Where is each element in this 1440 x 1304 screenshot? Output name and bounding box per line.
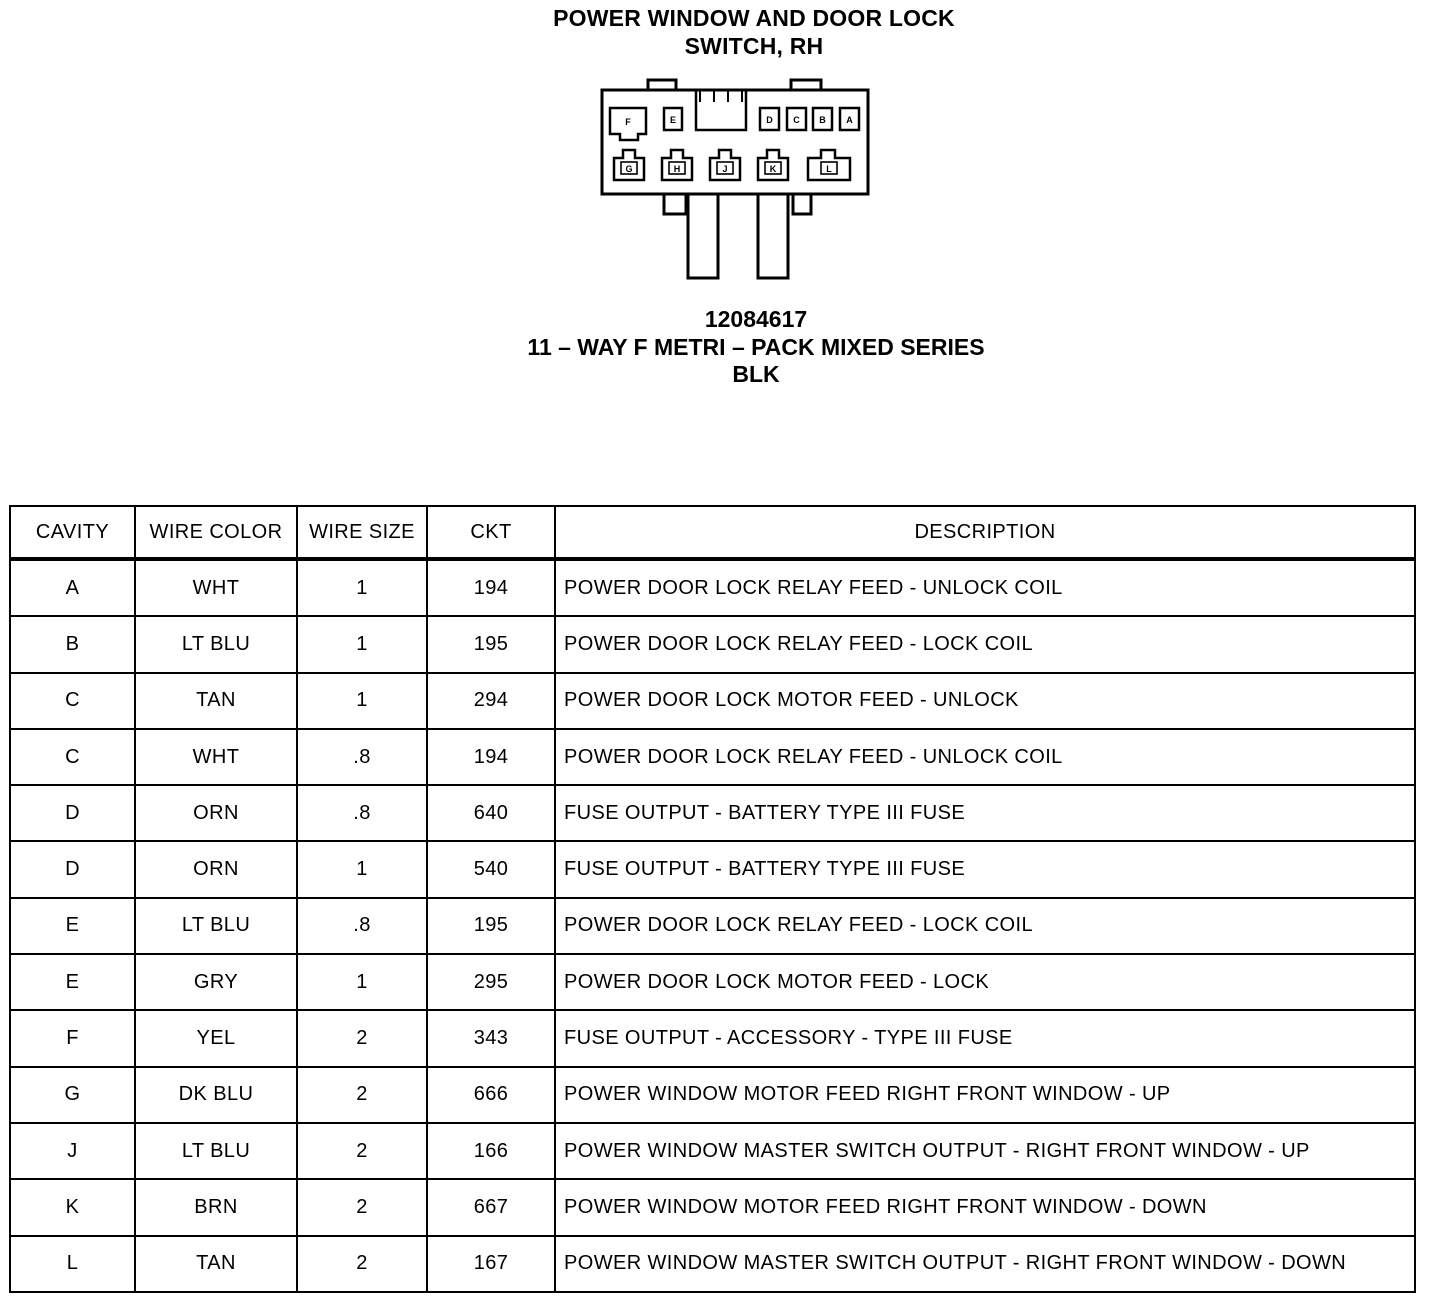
- connector-part-number: 12084617: [704, 306, 808, 332]
- cell-wire-size: 2: [298, 1011, 428, 1067]
- header-ckt: CKT: [428, 507, 556, 561]
- cell-ckt: 194: [428, 561, 556, 617]
- cell-description: POWER DOOR LOCK RELAY FEED - UNLOCK COIL: [556, 561, 1414, 617]
- cell-cavity: E: [11, 899, 136, 955]
- cell-wire-color: LT BLU: [136, 1124, 298, 1180]
- table-row: [11, 674, 1414, 730]
- cell-description: POWER DOOR LOCK RELAY FEED - LOCK COIL: [556, 617, 1414, 673]
- pinout-table: [9, 505, 1416, 1293]
- cavity-label-a: A: [846, 115, 853, 125]
- cell-ckt: 195: [428, 617, 556, 673]
- cell-wire-size: 2: [298, 1180, 428, 1236]
- cell-wire-color: WHT: [136, 730, 298, 786]
- cell-ckt: 343: [428, 1011, 556, 1067]
- cell-wire-size: 2: [298, 1068, 428, 1124]
- cell-ckt: 667: [428, 1180, 556, 1236]
- table-header-row: [11, 507, 1414, 561]
- cell-description: FUSE OUTPUT - BATTERY TYPE III FUSE: [556, 786, 1414, 842]
- connector-body: [602, 90, 868, 194]
- cell-wire-size: .8: [298, 899, 428, 955]
- cell-cavity: J: [11, 1124, 136, 1180]
- cell-cavity: C: [11, 730, 136, 786]
- header-description: DESCRIPTION: [556, 507, 1414, 561]
- cavity-label-h: H: [673, 164, 681, 174]
- table-row: [11, 1180, 1414, 1236]
- table-row: [11, 617, 1414, 673]
- cell-wire-size: .8: [298, 786, 428, 842]
- cell-wire-size: 1: [298, 561, 428, 617]
- cell-cavity: L: [11, 1237, 136, 1291]
- cell-description: POWER DOOR LOCK MOTOR FEED - UNLOCK: [556, 674, 1414, 730]
- cell-wire-size: 1: [298, 842, 428, 898]
- diagram-subtitle: SWITCH, RH: [684, 33, 824, 59]
- cell-wire-color: LT BLU: [136, 899, 298, 955]
- cell-ckt: 640: [428, 786, 556, 842]
- cell-cavity: E: [11, 955, 136, 1011]
- cell-wire-color: ORN: [136, 786, 298, 842]
- cell-description: POWER DOOR LOCK MOTOR FEED - LOCK: [556, 955, 1414, 1011]
- cell-wire-color: ORN: [136, 842, 298, 898]
- cell-description: FUSE OUTPUT - ACCESSORY - TYPE III FUSE: [556, 1011, 1414, 1067]
- cavity-label-b: B: [819, 115, 826, 125]
- cell-wire-size: 1: [298, 617, 428, 673]
- cell-wire-color: TAN: [136, 674, 298, 730]
- cavity-label-c: C: [793, 115, 800, 125]
- cell-wire-color: TAN: [136, 1237, 298, 1291]
- connector-color: BLK: [732, 361, 780, 387]
- cavity-label-e: E: [669, 115, 677, 125]
- cell-description: POWER WINDOW MASTER SWITCH OUTPUT - RIGHT FRONT WINDOW - DOWN: [564, 1252, 1347, 1275]
- cell-wire-color: YEL: [136, 1011, 298, 1067]
- cell-description: POWER WINDOW MOTOR FEED RIGHT FRONT WINDOW - DOWN: [556, 1180, 1414, 1236]
- cell-wire-size: 1: [298, 674, 428, 730]
- cell-cavity: D: [11, 842, 136, 898]
- cell-description: POWER WINDOW MASTER SWITCH OUTPUT - RIGHT FRONT WINDOW - UP: [556, 1124, 1414, 1180]
- cell-cavity: C: [11, 674, 136, 730]
- cell-ckt: 166: [428, 1124, 556, 1180]
- cell-wire-color: BRN: [136, 1180, 298, 1236]
- table-row: [11, 1011, 1414, 1067]
- cell-wire-color: DK BLU: [136, 1068, 298, 1124]
- cell-wire-color: WHT: [136, 561, 298, 617]
- table-row: [11, 786, 1414, 842]
- cell-ckt: 167: [428, 1237, 556, 1291]
- cell-cavity: K: [11, 1180, 136, 1236]
- cell-wire-color: LT BLU: [136, 617, 298, 673]
- table-row: [11, 955, 1414, 1011]
- cell-wire-color: GRY: [136, 955, 298, 1011]
- cavity-label-d: D: [766, 115, 773, 125]
- table-row: [11, 730, 1414, 786]
- table-row: [11, 842, 1414, 898]
- table-row: [11, 561, 1414, 617]
- cell-description: POWER WINDOW MOTOR FEED RIGHT FRONT WINDOW - UP: [556, 1068, 1414, 1124]
- table-row: [11, 1237, 1414, 1291]
- cell-cavity: D: [11, 786, 136, 842]
- header-cavity: CAVITY: [11, 507, 136, 561]
- table-row: [11, 1068, 1414, 1124]
- cell-wire-size: 2: [298, 1237, 428, 1291]
- cell-ckt: 295: [428, 955, 556, 1011]
- cavity-label-g: G: [625, 164, 633, 174]
- diagram-title: POWER WINDOW AND DOOR LOCK: [553, 5, 955, 31]
- cell-cavity: F: [11, 1011, 136, 1067]
- cell-cavity: G: [11, 1068, 136, 1124]
- cell-description: POWER DOOR LOCK RELAY FEED - LOCK COIL: [556, 899, 1414, 955]
- cell-ckt: 195: [428, 899, 556, 955]
- cell-cavity: A: [11, 561, 136, 617]
- cavity-label-f: F: [625, 117, 631, 127]
- cell-wire-size: 1: [298, 955, 428, 1011]
- cavity-label-l: L: [826, 164, 832, 174]
- cavity-label-j: J: [722, 164, 728, 174]
- cell-ckt: 194: [428, 730, 556, 786]
- cell-description: POWER DOOR LOCK RELAY FEED - UNLOCK COIL: [556, 730, 1414, 786]
- cell-ckt: 540: [428, 842, 556, 898]
- connector-face-diagram: [596, 74, 876, 284]
- cell-wire-size: .8: [298, 730, 428, 786]
- cell-description: FUSE OUTPUT - BATTERY TYPE III FUSE: [556, 842, 1414, 898]
- cell-ckt: 666: [428, 1068, 556, 1124]
- table-row: [11, 1124, 1414, 1180]
- table-row: [11, 899, 1414, 955]
- header-wire-size: WIRE SIZE: [298, 507, 428, 561]
- header-wire-color: WIRE COLOR: [136, 507, 298, 561]
- cavity-label-k: K: [769, 164, 777, 174]
- cell-wire-size: 2: [298, 1124, 428, 1180]
- connector-description: 11 – WAY F METRI – PACK MIXED SERIES: [527, 334, 985, 360]
- cell-ckt: 294: [428, 674, 556, 730]
- cell-cavity: B: [11, 617, 136, 673]
